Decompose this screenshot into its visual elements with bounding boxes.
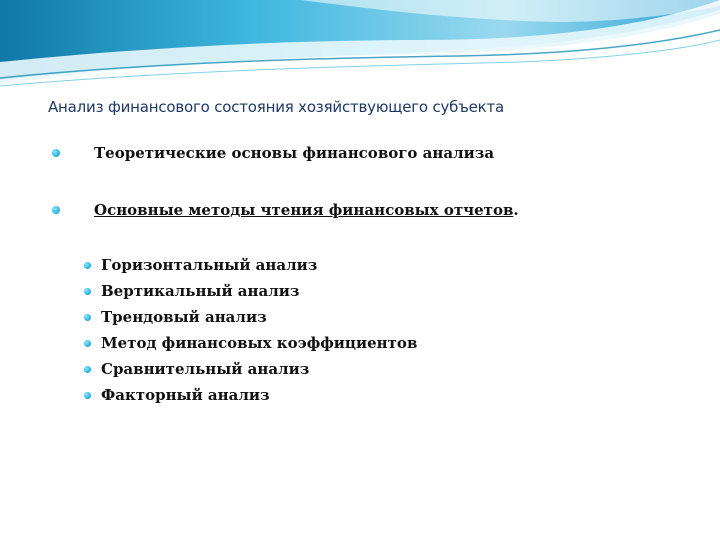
list-item — [84, 304, 417, 330]
list-item — [84, 252, 417, 278]
bullet-text: Теоретические основы финансового анализа — [94, 144, 495, 162]
slide-title: Анализ финансового состояния хозяйствующего субъекта — [48, 98, 505, 116]
bullet-icon — [84, 262, 91, 269]
bullet-suffix: . — [513, 201, 519, 219]
bullet-icon — [84, 288, 91, 295]
method-label: Сравнительный анализ — [101, 360, 310, 378]
methods-list — [84, 252, 417, 408]
bullet-item-methods — [48, 201, 519, 219]
method-label: Факторный анализ — [101, 386, 270, 404]
list-item — [84, 278, 417, 304]
bullet-item-theory — [48, 144, 494, 162]
bullet-icon — [84, 366, 91, 373]
method-label: Метод финансовых коэффициентов — [101, 334, 418, 352]
header-wave-decoration — [0, 0, 720, 90]
bullet-icon — [52, 149, 60, 157]
bullet-icon — [52, 206, 60, 214]
method-label: Трендовый анализ — [101, 308, 267, 326]
method-label: Вертикальный анализ — [101, 282, 300, 300]
method-label: Горизонтальный анализ — [101, 256, 318, 274]
bullet-icon — [84, 392, 91, 399]
bullet-icon — [84, 340, 91, 347]
bullet-icon — [84, 314, 91, 321]
list-item — [84, 330, 417, 356]
list-item — [84, 382, 417, 408]
list-item — [84, 356, 417, 382]
bullet-text-link[interactable]: Основные методы чтения финансовых отчетов — [94, 201, 514, 219]
